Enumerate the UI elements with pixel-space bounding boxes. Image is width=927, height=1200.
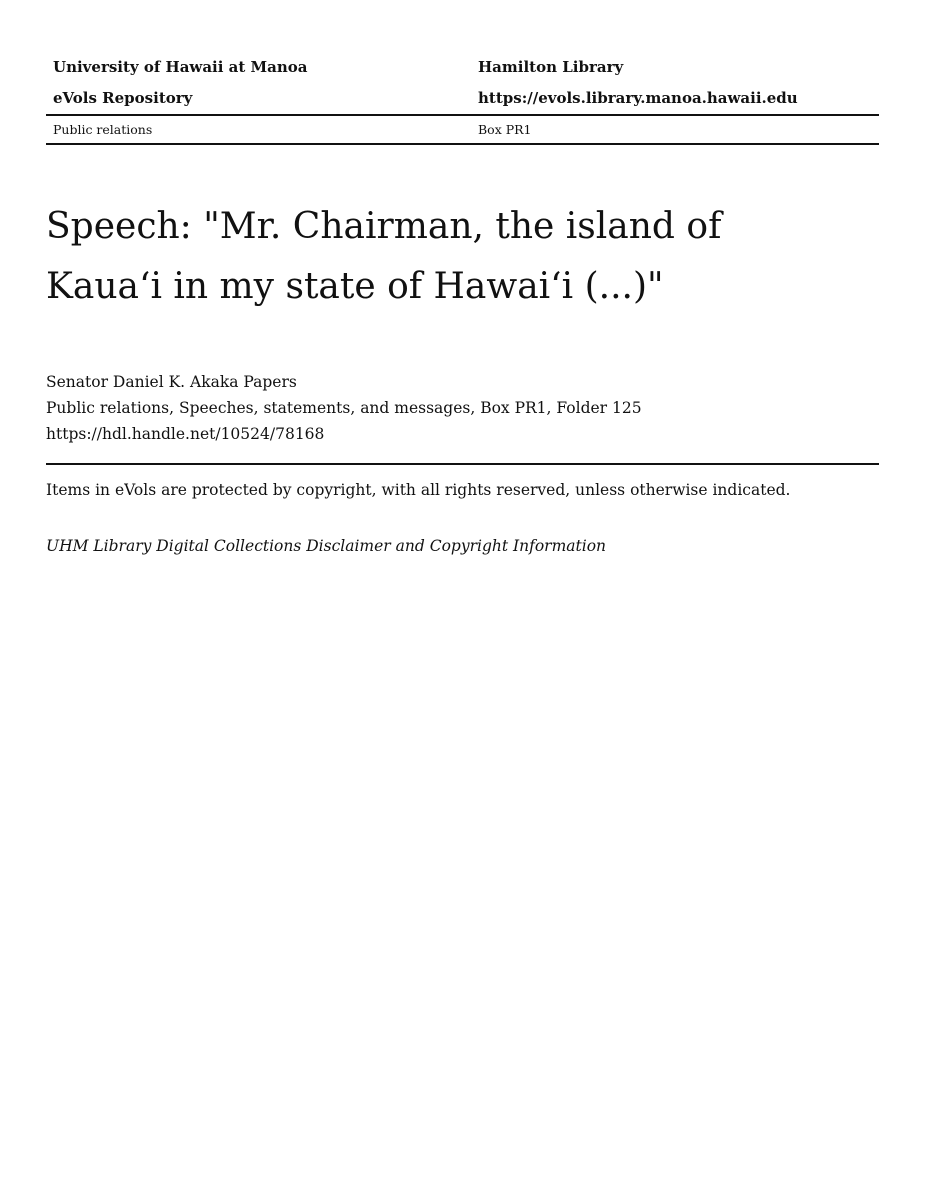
collection-name: Senator Daniel K. Akaka Papers (46, 373, 297, 391)
header-row-3 (46, 116, 879, 145)
box-label: Box PR1 (478, 122, 532, 137)
divider (46, 463, 879, 465)
header-row-1 (46, 52, 879, 83)
rights-statement: Items in eVols are protected by copyright, with all rights reserved, unless otherwise indicated. (46, 481, 791, 499)
handle-link[interactable]: https://hdl.handle.net/10524/78168 (46, 425, 325, 443)
document-metadata (46, 369, 879, 447)
repository-url-link[interactable]: https://evols.library.manoa.hawaii.edu (478, 89, 798, 107)
folder-location: Public relations, Speeches, statements, and messages, Box PR1, Folder 125 (46, 399, 642, 417)
document-title: Speech: "Mr. Chairman, the island of Kaua‘i in my state of Hawai‘i (...)" (46, 206, 722, 307)
library-name: Hamilton Library (478, 58, 624, 76)
institution-name: University of Hawaii at Manoa (53, 58, 308, 76)
header-row-2 (46, 83, 879, 116)
disclaimer-link[interactable]: UHM Library Digital Collections Disclaimer and Copyright Information (46, 537, 607, 555)
repository-name: eVols Repository (53, 89, 193, 107)
series-label: Public relations (53, 122, 153, 137)
document-page (46, 52, 879, 559)
